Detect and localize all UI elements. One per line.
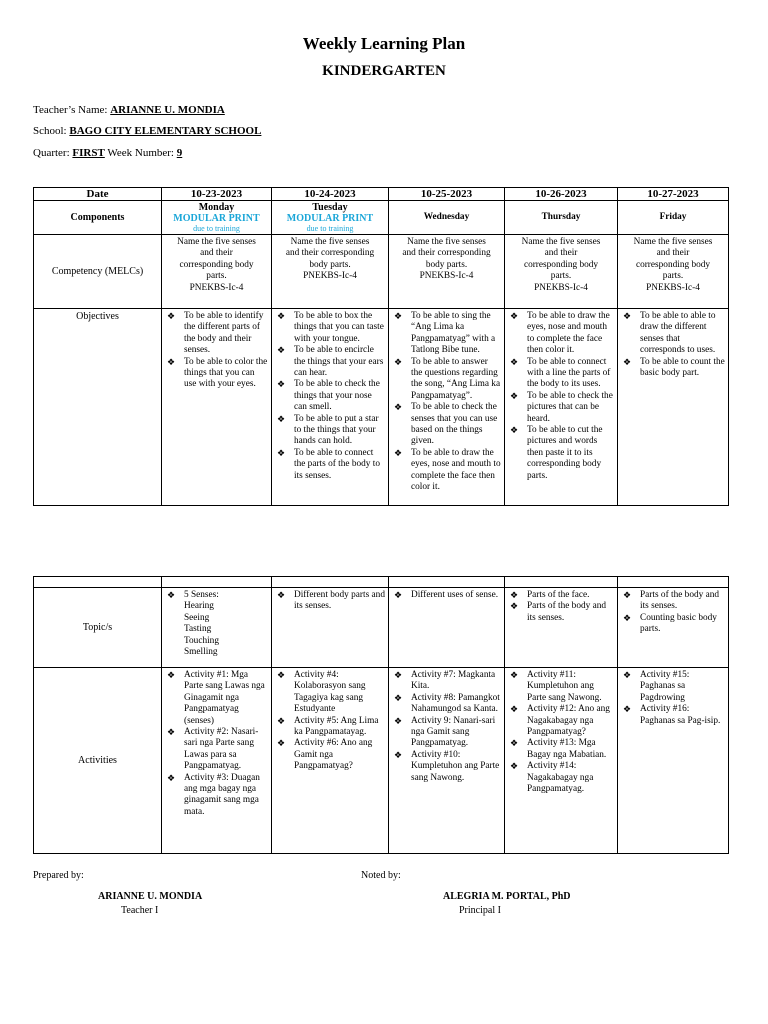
objective-item: ❖ To be able to able to draw the different senses that corresponds to uses. [623, 311, 716, 356]
competency-line: Name the five senses [290, 237, 370, 247]
blank-cell [389, 577, 505, 588]
bullet-icon: ❖ [277, 670, 286, 680]
activity-item: ❖ Activity #10: Kumpletuhon ang Parte sang Nawong. [394, 749, 500, 783]
activity-item: ❖ Activity #3: Duagan ang mga bagay nga ginagamit sang mga mata. [167, 772, 260, 817]
topic-item: ❖ 5 Senses: [167, 590, 219, 600]
objectives-cell [505, 309, 618, 506]
bullet-icon: ❖ [394, 715, 403, 726]
competency-line: corresponding body [523, 259, 599, 270]
preparer-name: ARIANNE U. MONDIA [98, 891, 203, 902]
noted-by-label: Noted by: [361, 870, 401, 881]
bullet-icon: ❖ [510, 601, 519, 612]
bullet-icon: ❖ [394, 447, 403, 458]
objective-item: ❖ To be able to connect with a line the parts of the body to its uses. [510, 356, 611, 390]
activity-item: ❖ Activity #6: Ano ang Gamit nga Pangpamatyag? [277, 738, 373, 772]
bullet-icon: ❖ [510, 425, 519, 436]
blank-cell [505, 577, 618, 588]
modular-print-label: MODULAR PRINT [173, 213, 260, 224]
objective-item: ❖ To be able to draw the eyes, nose and mouth to complete the face then color it. [510, 311, 610, 356]
bullet-icon: ❖ [510, 670, 519, 680]
due-to-training-label: due to training [193, 224, 240, 233]
objective-item: ❖ To be able to check the things that your nose can smell. [277, 379, 380, 413]
competency-line: and their [544, 248, 578, 259]
bullet-icon: ❖ [510, 590, 519, 600]
modular-print-label: MODULAR PRINT [286, 213, 374, 224]
competency-row [34, 235, 729, 309]
topics-cell [618, 588, 729, 668]
activities-cell [272, 668, 389, 854]
topics-cell [389, 588, 505, 668]
bullet-icon: ❖ [277, 311, 286, 321]
competency-cell [272, 235, 389, 309]
objective-item: ❖ To be able to count the basic body part. [623, 356, 725, 379]
quarter-label: Quarter: [33, 147, 70, 159]
activities-cell [618, 668, 729, 854]
competency-code: PNEKBS-Ic-4 [646, 282, 700, 293]
activity-item: ❖ Activity #2: Nasari-sari nga Parte sang Lawas para sa Pangpamatyag. [167, 727, 259, 772]
activity-item: ❖ Activity #11: Kumpletuhon ang Parte sang Nawong. [510, 670, 602, 703]
activity-item: ❖ Activity #16: Paghanas sa Pag-isip. [623, 704, 721, 726]
bullet-icon: ❖ [167, 311, 176, 321]
date-cell: 10-26-2023 [505, 188, 618, 201]
day-cell-thursday: Thursday [505, 201, 618, 235]
activity-item: ❖ Activity #8: Pamangkot Nahamungod sa Kanta. [394, 692, 500, 715]
day-cell-wednesday: Wednesday [389, 201, 505, 235]
bullet-icon: ❖ [277, 345, 286, 356]
plan-table-bottom [33, 576, 729, 854]
week-label: Week Number: [107, 147, 174, 159]
competency-cell [389, 235, 505, 309]
bullet-icon: ❖ [277, 413, 286, 424]
school-value: BAGO CITY ELEMENTARY SCHOOL [69, 125, 262, 137]
activity-item: ❖ Activity #15: Paghanas sa Pagdrowing [623, 670, 690, 703]
bullet-icon: ❖ [623, 590, 632, 600]
bullet-icon: ❖ [394, 670, 403, 680]
competency-line: corresponding body [179, 259, 254, 270]
quarter-value: FIRST [72, 147, 105, 159]
bullet-icon: ❖ [394, 590, 403, 600]
day-cell-tuesday [272, 201, 389, 235]
bullet-icon: ❖ [167, 590, 176, 600]
bullet-icon: ❖ [510, 390, 519, 401]
noter-name: ALEGRIA M. PORTAL, PhD [443, 891, 571, 902]
activity-item: ❖ Activity #12: Ano ang Nagakabagay nga Pangpamatyag? [510, 704, 610, 738]
objective-item: ❖ To be able to identify the different parts of the body and their senses. [167, 311, 264, 356]
date-cell: 10-24-2023 [272, 188, 389, 201]
bullet-icon: ❖ [623, 670, 632, 680]
objective-item: ❖ To be able to check the pictures that can be heard. [510, 390, 613, 424]
week-value: 9 [176, 147, 183, 159]
bullet-icon: ❖ [277, 379, 286, 390]
bullet-icon: ❖ [167, 356, 176, 367]
bullet-icon: ❖ [623, 356, 632, 367]
bullet-icon: ❖ [167, 772, 176, 783]
objective-item: ❖ To be able to cut the pictures and words then paste it to its corresponding body parts. [510, 425, 603, 481]
competency-line: parts. [206, 271, 227, 282]
activity-item: ❖ Activity #4: Kolaborasyon sang Tagagiya kag sang Estudyante [277, 670, 366, 715]
topic-item: ❖ Different body parts and its senses. [277, 590, 385, 612]
due-to-training-label: due to training [306, 224, 354, 233]
components-label: Components [34, 201, 162, 235]
day-cell-monday [162, 201, 272, 235]
noter-role: Principal I [459, 905, 501, 916]
objectives-row [34, 309, 729, 506]
competency-line: body parts. [309, 259, 351, 270]
competency-line: corresponding body [635, 259, 711, 270]
teacher-label: Teacher’s Name: [33, 104, 108, 116]
topic-subitem: Touching [184, 635, 219, 646]
activity-item: ❖ Activity #14: Nagakabagay nga Pangpamatyag. [510, 761, 594, 795]
date-cell: 10-23-2023 [162, 188, 272, 201]
competency-line: Name the five senses [177, 237, 256, 247]
topic-item: ❖ Parts of the body and its senses. [623, 590, 720, 612]
blank-cell [272, 577, 389, 588]
competency-line: Name the five senses [521, 237, 601, 247]
objectives-cell [618, 309, 729, 506]
topics-label: Topic/s [34, 588, 162, 668]
activities-label: Activities [34, 668, 162, 854]
bullet-icon: ❖ [510, 356, 519, 367]
activity-item: ❖ Activity #5: Ang Lima ka Pangpamatayag. [277, 715, 379, 738]
plan-table-top [33, 187, 729, 506]
bullet-icon: ❖ [167, 727, 176, 738]
competency-code: PNEKBS-Ic-4 [189, 282, 244, 293]
bullet-icon: ❖ [394, 749, 403, 760]
day-cell-friday: Friday [618, 201, 729, 235]
bullet-icon: ❖ [510, 738, 519, 749]
bullet-icon: ❖ [623, 311, 632, 321]
topics-cell [162, 588, 272, 668]
day-row [34, 201, 729, 235]
blank-cell [618, 577, 729, 588]
objective-item: ❖ To be able to answer the questions regarding the song, “Ang Lima ka Pangpamatyag”. [394, 356, 501, 401]
date-cell: 10-25-2023 [389, 188, 505, 201]
objectives-cell [389, 309, 505, 506]
bullet-icon: ❖ [510, 761, 519, 772]
date-cell: 10-27-2023 [618, 188, 729, 201]
bullet-icon: ❖ [394, 311, 403, 321]
bullet-icon: ❖ [277, 715, 286, 726]
topic-subitem: Tasting [184, 624, 212, 635]
bullet-icon: ❖ [277, 590, 286, 600]
blank-cell [34, 577, 162, 588]
objectives-cell [162, 309, 272, 506]
bullet-icon: ❖ [167, 670, 176, 680]
competency-line: and their corresponding [402, 248, 491, 259]
bullet-icon: ❖ [394, 402, 403, 413]
competency-cell [618, 235, 729, 309]
competency-line: and their corresponding [285, 248, 375, 259]
teacher-value: ARIANNE U. MONDIA [110, 104, 225, 116]
competency-line: parts. [662, 271, 684, 282]
topics-cell [272, 588, 389, 668]
school-line [33, 125, 261, 137]
competency-line: parts. [550, 271, 572, 282]
bullet-icon: ❖ [510, 311, 519, 321]
day-name: Tuesday [312, 202, 348, 213]
date-row [34, 188, 729, 201]
bullet-icon: ❖ [277, 447, 286, 458]
competency-line: Name the five senses [633, 237, 713, 247]
objective-item: ❖ To be able to encircle the things that your ears can hear. [277, 345, 384, 379]
topics-cell [505, 588, 618, 668]
teacher-name-line [33, 104, 225, 116]
activities-cell [505, 668, 618, 854]
bullet-icon: ❖ [277, 738, 286, 749]
activities-cell [162, 668, 272, 854]
quarter-line [33, 147, 182, 159]
page-subtitle: KINDERGARTEN [322, 63, 446, 79]
objective-item: ❖ To be able to box the things that you can taste with your tongue. [277, 311, 384, 344]
activities-row [34, 668, 729, 854]
competency-cell [505, 235, 618, 309]
activities-cell [389, 668, 505, 854]
topic-subitem: Smelling [184, 647, 218, 658]
objectives-label: Objectives [34, 309, 162, 506]
topics-row [34, 588, 729, 668]
prepared-by-label: Prepared by: [33, 870, 84, 881]
objectives-cell [272, 309, 389, 506]
objective-item: ❖ To be able to check the senses that you can use based on the things given. [394, 402, 498, 447]
topic-item: ❖ Parts of the body and its senses. [510, 601, 607, 623]
objective-item: ❖ To be able to put a star to the things that your hands can hold. [277, 413, 379, 447]
bullet-icon: ❖ [623, 612, 632, 623]
competency-line: body parts. [425, 259, 468, 270]
competency-label: Competency (MELCs) [34, 235, 162, 309]
blank-cell [162, 577, 272, 588]
objective-item: ❖ To be able to connect the parts of the body to its senses. [277, 447, 380, 481]
topic-item: ❖ Counting basic body parts. [623, 612, 717, 635]
bullet-icon: ❖ [394, 356, 403, 367]
competency-cell [162, 235, 272, 309]
day-name: Monday [198, 202, 235, 213]
competency-line: and their [200, 248, 233, 259]
preparer-role: Teacher I [121, 905, 159, 916]
competency-code: PNEKBS-Ic-4 [534, 282, 588, 293]
objective-item: ❖ To be able to color the things that you can use with your eyes. [167, 356, 268, 390]
date-label: Date [34, 188, 162, 201]
competency-line: Name the five senses [407, 237, 486, 247]
activity-item: ❖ Activity 9: Nanari-sari nga Gamit sang Pangpamatyag. [394, 715, 496, 749]
competency-line: and their [656, 248, 690, 259]
competency-code: PNEKBS-Ic-4 [419, 271, 474, 282]
school-label: School: [33, 125, 67, 137]
topic-item: ❖ Different uses of sense. [394, 590, 499, 600]
bullet-icon: ❖ [623, 704, 632, 715]
topic-subitem: Hearing [184, 601, 214, 612]
activity-item: ❖ Activity #1: Mga Parte sang Lawas nga Ginagamit nga Pangpamatyag (senses) [167, 670, 265, 726]
objective-item: ❖ To be able to sing the “Ang Lima ka Pangpamatyag” with a Tatlong Bibe tune. [394, 311, 496, 356]
bullet-icon: ❖ [394, 692, 403, 703]
topic-subitem: Seeing [184, 612, 210, 623]
topic-item: ❖ Parts of the face. [510, 590, 590, 600]
activity-item: ❖ Activity #7: Magkanta Kita. [394, 670, 496, 692]
bullet-icon: ❖ [510, 704, 519, 715]
competency-code: PNEKBS-Ic-4 [303, 271, 357, 282]
objective-item: ❖ To be able to draw the eyes, nose and mouth to complete the face then color it. [394, 447, 501, 493]
blank-row [34, 577, 729, 588]
page-title: Weekly Learning Plan [302, 34, 466, 53]
activity-item: ❖ Activity #13: Mga Bagay nga Mabatian. [510, 738, 607, 760]
